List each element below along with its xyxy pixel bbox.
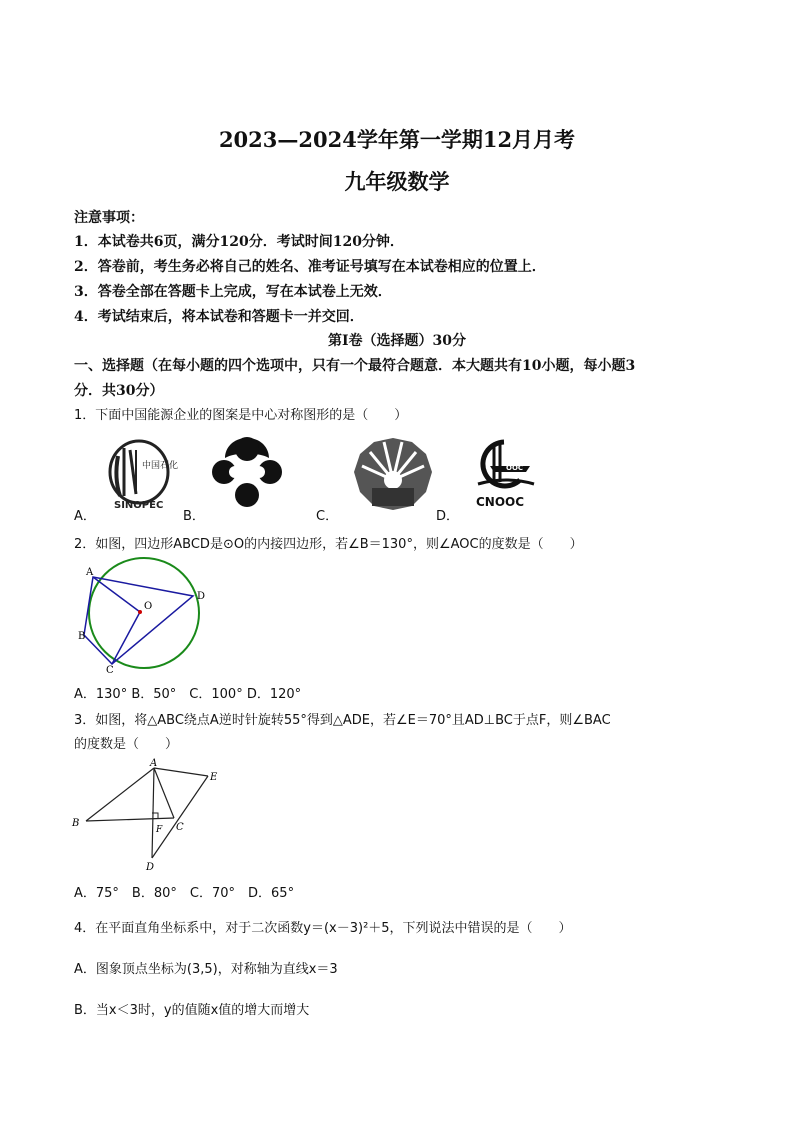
notice-heading: 注意事项： <box>74 210 144 226</box>
q3-stem-line1: 3．如图，将△ABC绕点A逆时针旋转55°得到△ADE，若∠E＝70°且AD⊥BC于点F，则∠BAC <box>74 713 611 728</box>
svg-text:SINOPEC: SINOPEC <box>114 500 164 511</box>
exam-title: 2023—2024学年第一学期12月月考 <box>218 127 576 152</box>
svg-text:C: C <box>106 665 114 676</box>
q3-options: A．75° B．80° C．70° D．65° <box>74 886 295 901</box>
svg-text:D: D <box>197 591 206 602</box>
svg-text:B: B <box>72 818 80 829</box>
exam-subtitle: 九年级数学 <box>344 169 450 194</box>
svg-text:OOC: OOC <box>506 464 524 472</box>
svg-text:CNOOC: CNOOC <box>476 495 525 509</box>
sinopec-logo-icon <box>104 438 179 512</box>
svg-text:B: B <box>78 631 86 642</box>
q4-option-a: A．图象顶点坐标为(3,5)，对称轴为直线x＝3 <box>74 962 338 977</box>
svg-text:中国石化: 中国石化 <box>142 461 179 471</box>
svg-text:D: D <box>146 862 155 873</box>
notice-item-1: 1．本试卷共6页，满分120分．考试时间120分钟． <box>74 234 404 250</box>
q1-label-a: A． <box>74 509 96 524</box>
q2-options: A．130° B．50° C．100° D．120° <box>74 687 302 702</box>
svg-text:C: C <box>176 822 184 833</box>
q4-stem: 4．在平面直角坐标系中，对于二次函数y＝(x－3)²＋5，下列说法中错误的是（ ） <box>74 921 572 936</box>
svg-text:F: F <box>156 825 163 835</box>
svg-text:A: A <box>86 567 94 578</box>
q1-label-b: B． <box>183 509 205 524</box>
section-instruction-2: 分．共30分） <box>74 383 164 399</box>
notice-item-2: 2．答卷前，考生务必将自己的姓名、准考证号填写在本试卷相应的位置上． <box>74 259 546 275</box>
q3-triangle-figure <box>68 758 228 876</box>
q1-label-c: C． <box>316 509 339 524</box>
notice-item-4: 4．考试结束后，将本试卷和答题卡一并交回． <box>74 309 364 325</box>
cnooc-logo-icon <box>470 436 542 510</box>
section-title: 第Ⅰ卷（选择题）30分 <box>327 333 467 349</box>
q1-label-d: D． <box>436 509 460 524</box>
four-petal-logo-icon <box>211 436 283 508</box>
notice-item-3: 3．答卷全部在答题卡上完成，写在本试卷上无效． <box>74 284 392 300</box>
q3-stem-line2: 的度数是（ ） <box>74 737 179 752</box>
q4-option-b: B．当x＜3时，y的值随x值的增大而增大 <box>74 1003 310 1018</box>
svg-text:O: O <box>144 601 153 612</box>
svg-text:A: A <box>150 758 158 769</box>
petrochina-logo-icon <box>352 436 434 512</box>
svg-text:E: E <box>210 772 218 783</box>
section-instruction-1: 一、选择题（在每小题的四个选项中，只有一个最符合题意．本大题共有10小题，每小题3 <box>74 358 636 374</box>
q2-circle-figure <box>78 560 218 678</box>
q1-stem: 1．下面中国能源企业的图案是中心对称图形的是（ ） <box>74 408 408 423</box>
q2-stem: 2．如图，四边形ABCD是⊙O的内接四边形，若∠B＝130°，则∠AOC的度数是（ ） <box>74 537 583 552</box>
